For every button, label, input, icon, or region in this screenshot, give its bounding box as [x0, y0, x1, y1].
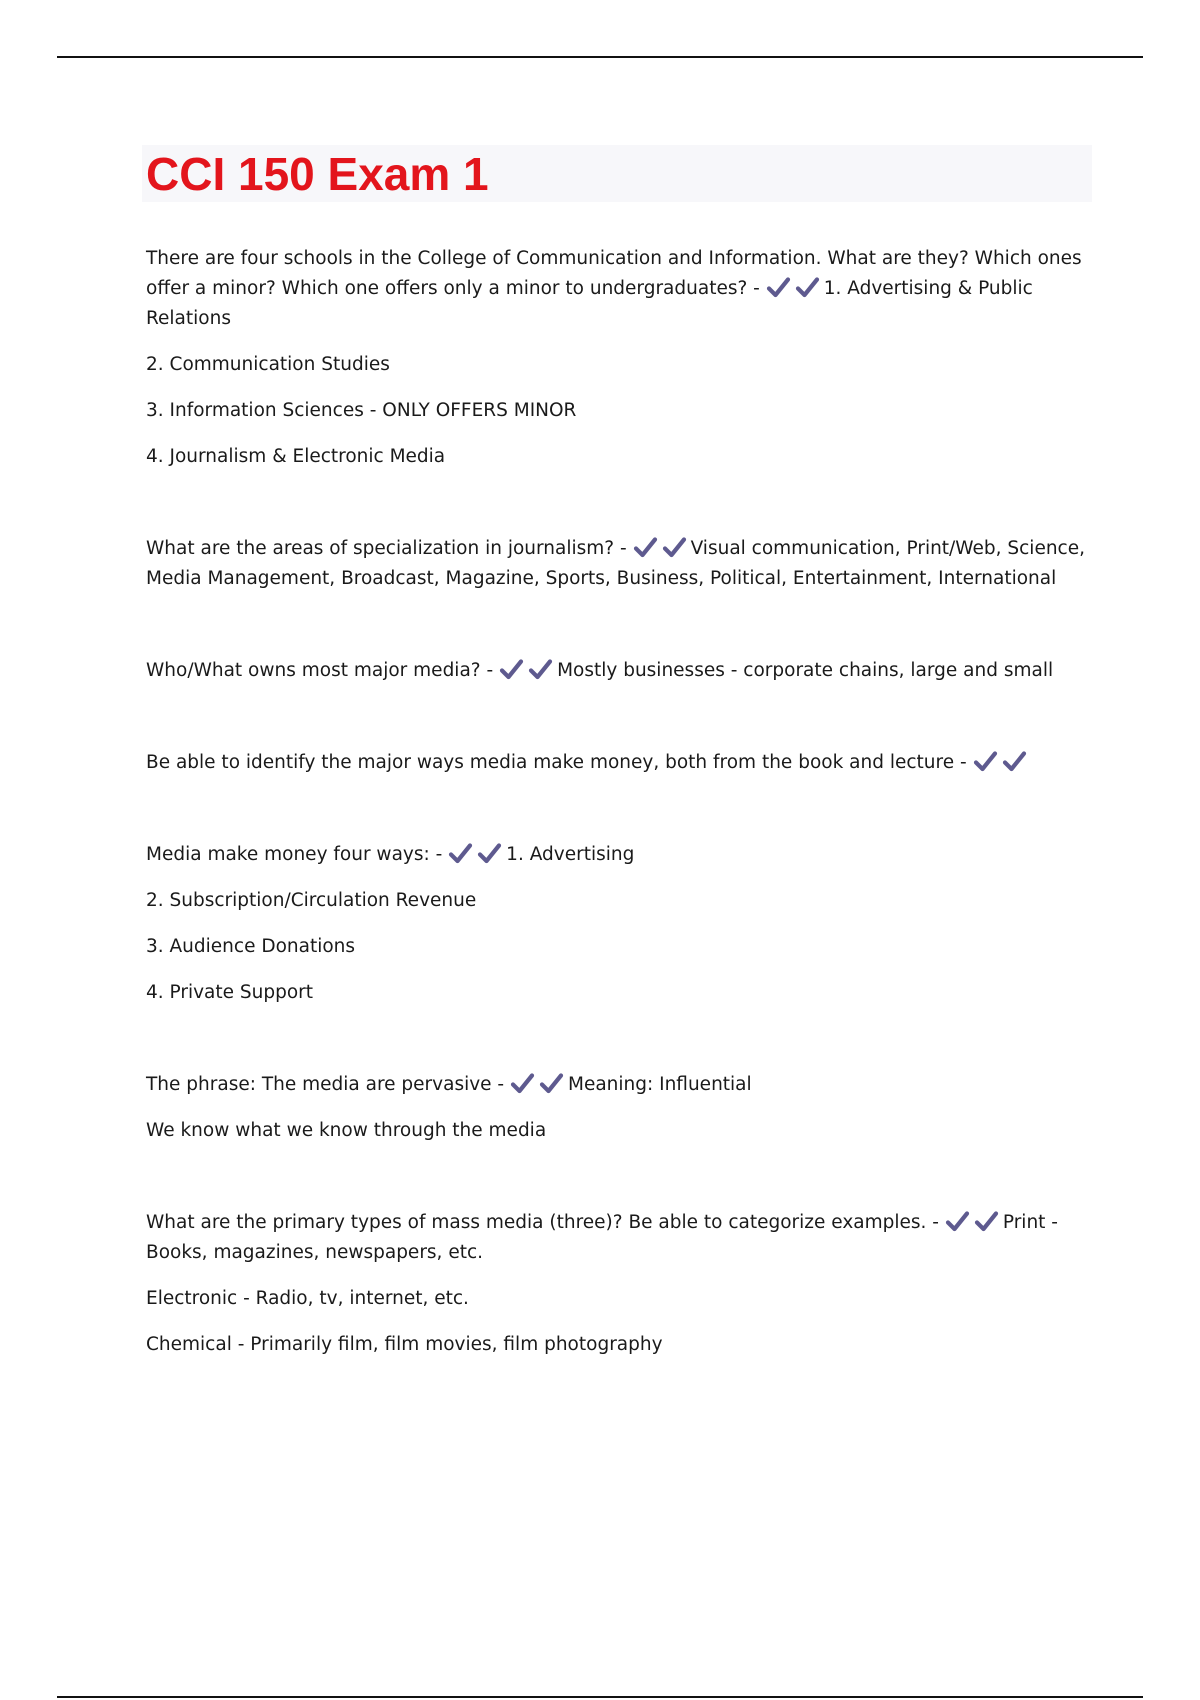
checkmark-icon	[662, 536, 687, 558]
flashcard-answer: Mostly businesses - corporate chains, large and small	[557, 660, 1054, 681]
checkmark-icon	[1002, 750, 1027, 772]
flashcard-answer: 1. Advertising & Public Relations	[146, 278, 1033, 329]
checkmark-icon	[528, 658, 553, 680]
flashcard-answer-line: 2. Subscription/Circulation Revenue	[146, 890, 477, 911]
checkmark-icon	[510, 1072, 535, 1094]
checkmark-icon	[974, 1210, 999, 1232]
flashcard-answer-line: 4. Private Support	[146, 982, 314, 1003]
flashcard-answer: Meaning: Influential	[568, 1074, 752, 1095]
checkmark-icon	[448, 842, 473, 864]
flashcard-question-line	[146, 244, 1086, 334]
flashcard-question: What are the primary types of mass media (three)? Be able to categorize examples. -	[146, 1212, 939, 1233]
checkmark-icon	[477, 842, 502, 864]
answer-marker	[510, 1074, 568, 1095]
answer-marker	[448, 844, 506, 865]
flashcard-answer-line: 3. Audience Donations	[146, 936, 356, 957]
document-title: CCI 150 Exam 1	[146, 148, 489, 200]
checkmark-icon	[499, 658, 524, 680]
flashcard	[146, 656, 1086, 686]
flashcard-question: Media make money four ways: -	[146, 844, 443, 865]
flashcard-answer-line: Chemical - Primarily film, film movies, film photography	[146, 1334, 663, 1355]
flashcard-answer-line: 2. Communication Studies	[146, 354, 390, 375]
answer-marker	[766, 278, 824, 299]
flashcard-question: There are four schools in the College of Communication and Information. What are they? Which ones offer a minor? Which one offers only a minor to undergraduates? -	[146, 248, 1082, 299]
answer-marker	[499, 660, 557, 681]
flashcard-question-line	[146, 748, 1086, 778]
checkmark-icon	[539, 1072, 564, 1094]
flashcard-answer: Visual communication, Print/Web, Science, Media Management, Broadcast, Magazine, Sports, Business, Political, Entertainment, International	[146, 538, 1085, 589]
flashcard-answer: 1. Advertising	[506, 844, 635, 865]
flashcard-question-line	[146, 656, 1086, 686]
bottom-rule	[57, 1696, 1143, 1698]
checkmark-icon	[633, 536, 658, 558]
flashcard-question-line	[146, 1208, 1086, 1268]
flashcard-question-line	[146, 534, 1086, 594]
flashcard-answer-line: We know what we know through the media	[146, 1120, 547, 1141]
answer-marker	[973, 752, 1031, 773]
flashcard-question: The phrase: The media are pervasive -	[146, 1074, 505, 1095]
flashcard-answer-line: Electronic - Radio, tv, internet, etc.	[146, 1288, 469, 1309]
flashcard	[146, 1208, 1086, 1360]
flashcard-question: Be able to identify the major ways media make money, both from the book and lecture -	[146, 752, 967, 773]
flashcard-question: What are the areas of specialization in journalism? -	[146, 538, 627, 559]
checkmark-icon	[945, 1210, 970, 1232]
flashcard	[146, 244, 1086, 472]
flashcard-list	[146, 244, 1086, 1422]
checkmark-icon	[973, 750, 998, 772]
flashcard-answer-line: 3. Information Sciences - ONLY OFFERS MINOR	[146, 400, 577, 421]
answer-marker	[945, 1212, 1003, 1233]
flashcard-question-line	[146, 1070, 1086, 1100]
top-rule	[57, 56, 1143, 58]
checkmark-icon	[795, 276, 820, 298]
flashcard-question: Who/What owns most major media? -	[146, 660, 494, 681]
answer-marker	[633, 538, 691, 559]
flashcard-answer-line: 4. Journalism & Electronic Media	[146, 446, 446, 467]
flashcard-question-line	[146, 840, 1086, 870]
flashcard	[146, 534, 1086, 594]
checkmark-icon	[766, 276, 791, 298]
flashcard-answer: Print - Books, magazines, newspapers, etc.	[146, 1212, 1058, 1263]
flashcard	[146, 840, 1086, 1008]
flashcard	[146, 1070, 1086, 1146]
flashcard	[146, 748, 1086, 778]
